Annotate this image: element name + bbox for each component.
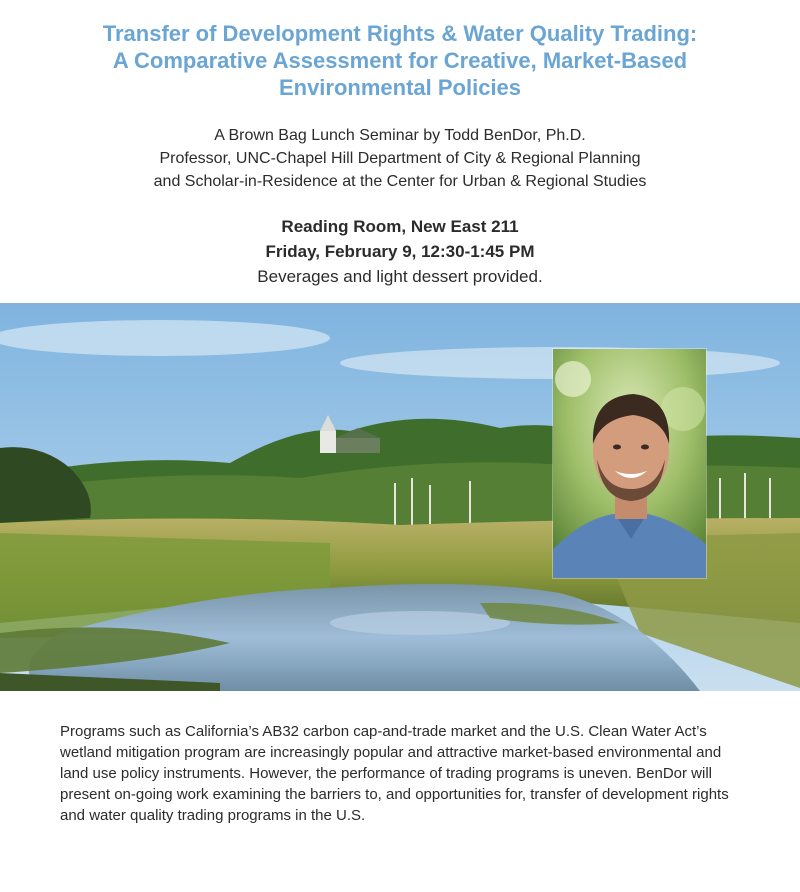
event-note: Beverages and light dessert provided. bbox=[257, 267, 543, 286]
event-location: Reading Room, New East 211 bbox=[281, 217, 519, 236]
byline-line-3: and Scholar-in-Residence at the Center for Urban & Regional Studies bbox=[153, 173, 647, 190]
title-line-3: Environmental Policies bbox=[278, 75, 522, 100]
seminar-description: Programs such as California’s AB32 carbon cap-and-trade market and the U.S. Clean Water Act’s wetland mitigation program are increasingly popular and attractive market-based environmental and land use policy instruments. However, the performance of trading programs is uneven. BenDor will present on-going work examining the barriers to, and opportunities for, transfer of development rights and water quality trading programs in the U.S. bbox=[60, 723, 729, 824]
flyer-title bbox=[0, 20, 800, 101]
byline-line-1: A Brown Bag Lunch Seminar by Todd BenDor, Ph.D. bbox=[214, 127, 586, 144]
event-details bbox=[0, 214, 800, 289]
title-line-1: Transfer of Development Rights & Water Quality Trading: bbox=[102, 21, 698, 46]
title-line-2: A Comparative Assessment for Creative, Market-Based bbox=[112, 48, 688, 73]
event-datetime: Friday, February 9, 12:30-1:45 PM bbox=[265, 242, 535, 261]
byline-line-2: Professor, UNC-Chapel Hill Department of City & Regional Planning bbox=[159, 150, 641, 167]
speaker-byline bbox=[0, 124, 800, 193]
speaker-portrait-photo bbox=[553, 349, 706, 578]
